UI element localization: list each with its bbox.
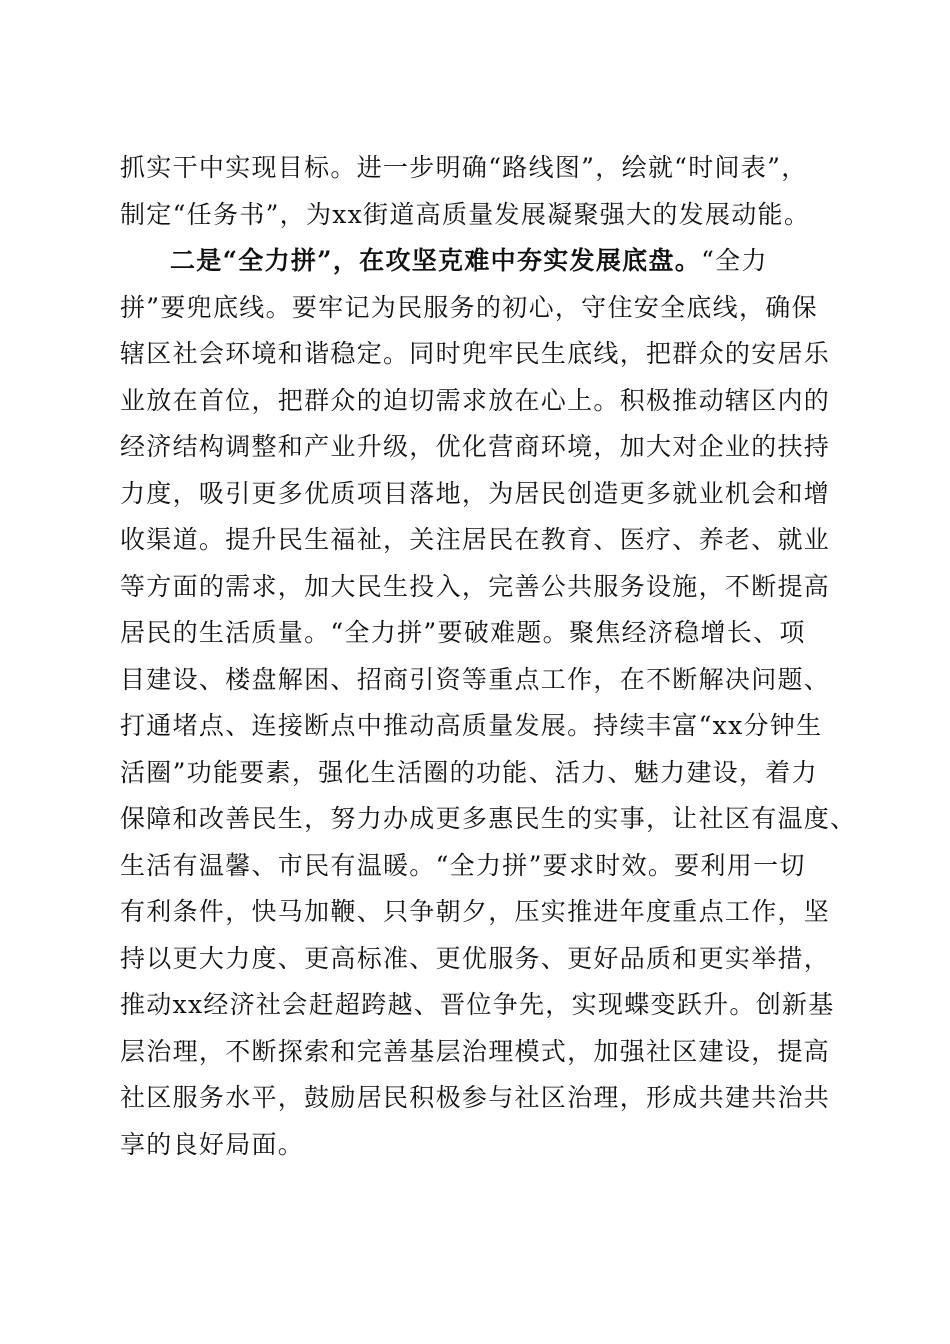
text-line: 层治理，不断探索和完善基层治理模式，加强社区建设，提高: [120, 1036, 831, 1066]
text-line: 抓实干中实现目标。进一步明确“路线图”，绘就“时间表”，: [120, 153, 808, 182]
paragraph-2-opening: “全力: [701, 246, 768, 275]
text-line: 社区服务水平，鼓励居民积极参与社区治理，形成共建共治共: [120, 1083, 831, 1112]
text-line: 生活有温馨、市民有温暖。“全力拼”要求时效。要利用一切: [120, 850, 806, 880]
text-line: 享的良好局面。: [120, 1129, 305, 1159]
text-line: 力度，吸引更多优质项目落地，为居民创造更多就业机会和增: [120, 478, 831, 508]
text-line: 收渠道。提升民生福祉，关注居民在教育、医疗、养老、就业: [120, 525, 831, 554]
text-line: 活圈”功能要素，强化生活圈的功能、活力、魅力建设，着力: [120, 757, 818, 787]
text-line: 辖区社会环境和谐稳定。同时兜牢民生底线，把群众的安居乐: [120, 339, 831, 368]
text-line: 打通堵点、连接断点中推动高质量发展。持续丰富“xx分钟生: [120, 711, 823, 740]
text-line: 有利条件，快马加鞭、只争朝夕，压实推进年度重点工作，坚: [120, 897, 831, 926]
text-line: 业放在首位，把群众的迫切需求放在心上。积极推动辖区内的: [120, 385, 831, 415]
text-line: 居民的生活质量。“全力拼”要破难题。聚焦经济稳增长、项: [120, 618, 806, 647]
text-line: 等方面的需求，加大民生投入，完善公共服务设施，不断提高: [120, 571, 831, 601]
text-line: 制定“任务书”，为xx街道高质量发展凝聚强大的发展动能。: [120, 199, 811, 229]
text-line: 保障和改善民生，努力办成更多惠民生的实事，让社区有温度、: [120, 804, 857, 833]
paragraph-2-heading: 二是“全力拼”，在攻坚克难中夯实发展底盘。: [170, 246, 702, 275]
text-line: 拼”要兜底线。要牢记为民服务的初心，守住安全底线，确保: [120, 292, 818, 322]
text-line: 持以更大力度、更高标准、更优服务、更好品质和更实举措，: [120, 943, 831, 973]
paragraph-2-first-line: [120, 238, 840, 285]
text-line: 目建设、楼盘解困、招商引资等重点工作，在不断解决问题、: [120, 664, 831, 694]
text-line: 经济结构调整和产业升级，优化营商环境，加大对企业的扶持: [120, 432, 831, 461]
text-line: 推动xx经济社会赶超跨越、晋位争先，实现蝶变跃升。创新基: [120, 990, 835, 1019]
body-text: [120, 145, 857, 1168]
